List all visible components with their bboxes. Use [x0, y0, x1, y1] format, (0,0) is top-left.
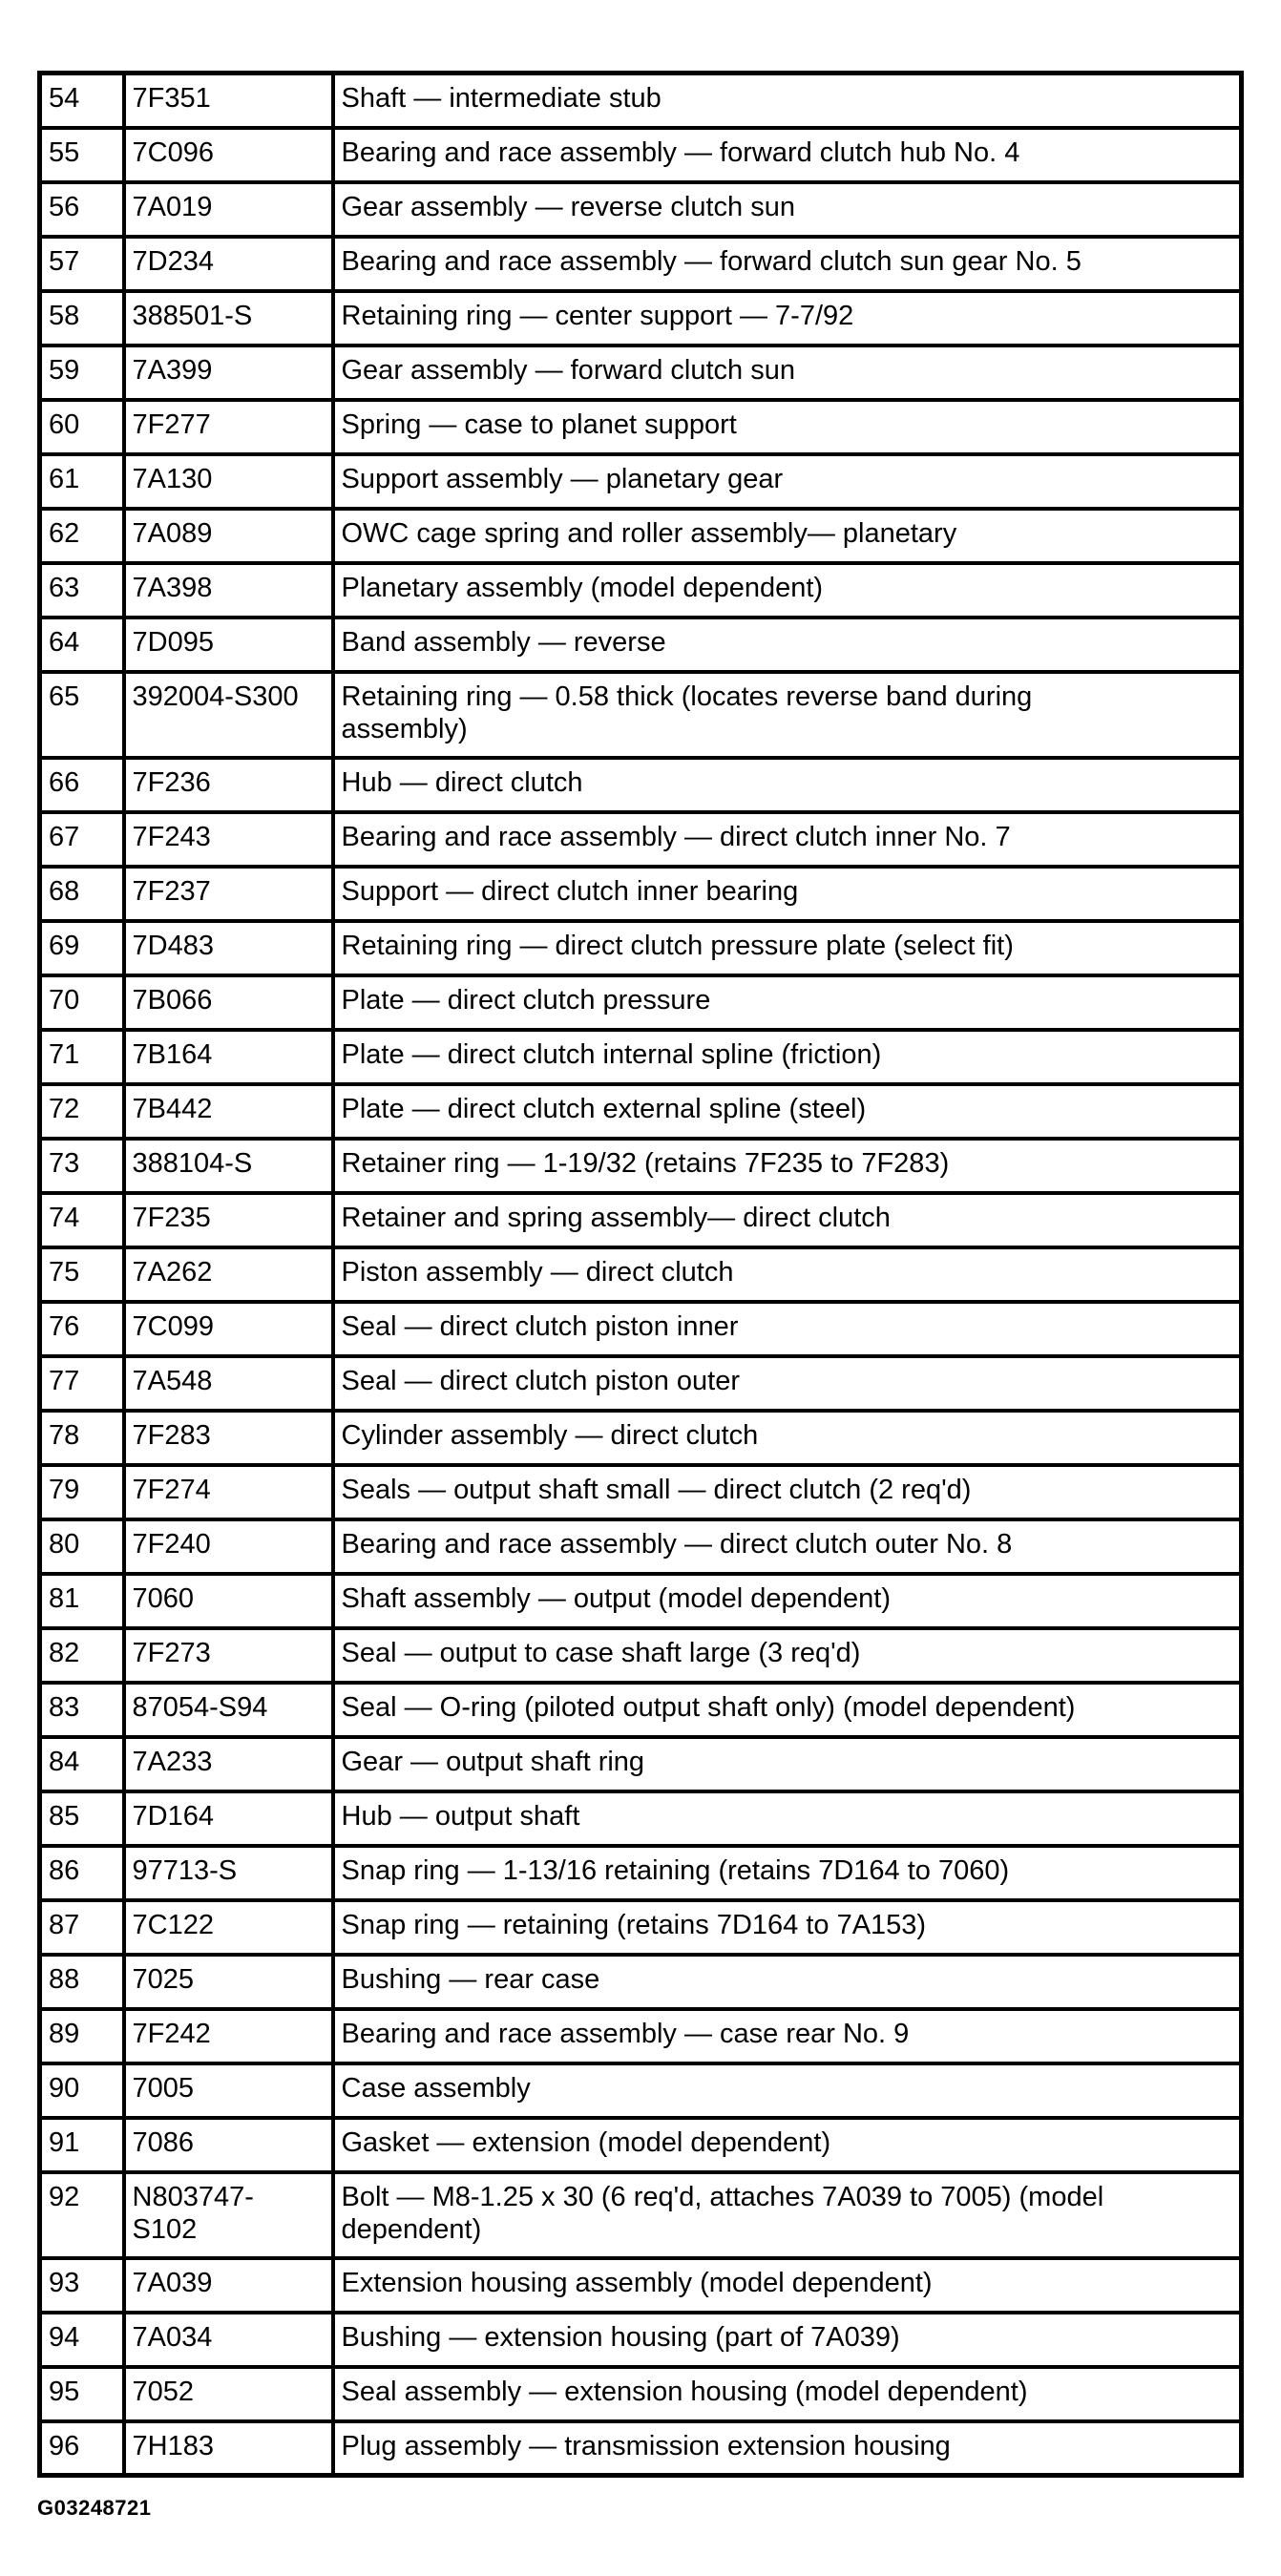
- item-number-cell: 70: [40, 975, 124, 1030]
- description-cell: Plug assembly — transmission extension housing: [333, 2421, 1242, 2476]
- part-number-cell: 7A089: [124, 509, 333, 563]
- item-number-cell: 80: [40, 1519, 124, 1574]
- item-number-cell: 84: [40, 1737, 124, 1791]
- figure-code: G03248721: [37, 2496, 152, 2520]
- table-row: [40, 1628, 1242, 1683]
- description-cell: Snap ring — 1-13/16 retaining (retains 7D164 to 7060): [333, 1846, 1242, 1900]
- description-cell: Case assembly: [333, 2063, 1242, 2118]
- part-number-cell: 7A398: [124, 563, 333, 618]
- item-number-cell: 60: [40, 400, 124, 454]
- item-number-cell: 59: [40, 346, 124, 400]
- table-row: [40, 1846, 1242, 1900]
- description-cell: Gear assembly — forward clutch sun: [333, 346, 1242, 400]
- item-number-cell: 66: [40, 758, 124, 812]
- part-number-cell: 7B066: [124, 975, 333, 1030]
- description-cell: Bushing — extension housing (part of 7A039): [333, 2313, 1242, 2367]
- table-row: [40, 1030, 1242, 1084]
- table-row: [40, 1791, 1242, 1846]
- part-number-cell: 7D164: [124, 1791, 333, 1846]
- table-row: [40, 2258, 1242, 2313]
- item-number-cell: 57: [40, 237, 124, 291]
- description-cell: Plate — direct clutch internal spline (friction): [333, 1030, 1242, 1084]
- part-number-cell: 7F240: [124, 1519, 333, 1574]
- description-cell: Gasket — extension (model dependent): [333, 2118, 1242, 2172]
- table-row: [40, 921, 1242, 975]
- description-cell: Retaining ring — 0.58 thick (locates reverse band during assembly): [333, 672, 1242, 758]
- table-row: [40, 2421, 1242, 2476]
- description-cell: Seal — output to case shaft large (3 req'd): [333, 1628, 1242, 1683]
- table-row: [40, 1683, 1242, 1737]
- table-row: [40, 1302, 1242, 1356]
- part-number-cell: 7F236: [124, 758, 333, 812]
- part-number-cell: 7A019: [124, 182, 333, 237]
- item-number-cell: 69: [40, 921, 124, 975]
- table-row: [40, 2313, 1242, 2367]
- table-row: [40, 1193, 1242, 1247]
- item-number-cell: 71: [40, 1030, 124, 1084]
- description-cell: Piston assembly — direct clutch: [333, 1247, 1242, 1302]
- table-row: [40, 2367, 1242, 2421]
- table-row: [40, 1955, 1242, 2009]
- description-cell: Bolt — M8-1.25 x 30 (6 req'd, attaches 7A039 to 7005) (model dependent): [333, 2172, 1242, 2258]
- item-number-cell: 72: [40, 1084, 124, 1139]
- part-number-cell: 7060: [124, 1574, 333, 1628]
- description-cell: Extension housing assembly (model dependent): [333, 2258, 1242, 2313]
- item-number-cell: 94: [40, 2313, 124, 2367]
- item-number-cell: 79: [40, 1465, 124, 1519]
- table-row: [40, 182, 1242, 237]
- description-cell: Retaining ring — direct clutch pressure plate (select fit): [333, 921, 1242, 975]
- table-row: [40, 563, 1242, 618]
- part-number-cell: N803747- S102: [124, 2172, 333, 2258]
- table-row: [40, 1465, 1242, 1519]
- item-number-cell: 61: [40, 454, 124, 509]
- item-number-cell: 65: [40, 672, 124, 758]
- description-cell: Retainer ring — 1-19/32 (retains 7F235 to 7F283): [333, 1139, 1242, 1193]
- description-cell: Seal — direct clutch piston outer: [333, 1356, 1242, 1411]
- item-number-cell: 74: [40, 1193, 124, 1247]
- table-row: [40, 454, 1242, 509]
- part-number-cell: 388104-S: [124, 1139, 333, 1193]
- table-row: [40, 400, 1242, 454]
- part-number-cell: 7F243: [124, 812, 333, 867]
- table-row: [40, 672, 1242, 758]
- part-number-cell: 7025: [124, 1955, 333, 2009]
- item-number-cell: 89: [40, 2009, 124, 2063]
- description-cell: Seals — output shaft small — direct clutch (2 req'd): [333, 1465, 1242, 1519]
- description-cell: Plate — direct clutch external spline (steel): [333, 1084, 1242, 1139]
- part-number-cell: 7F277: [124, 400, 333, 454]
- part-number-cell: 7F235: [124, 1193, 333, 1247]
- description-cell: OWC cage spring and roller assembly— planetary: [333, 509, 1242, 563]
- item-number-cell: 86: [40, 1846, 124, 1900]
- table-row: [40, 73, 1242, 128]
- part-number-cell: 7086: [124, 2118, 333, 2172]
- item-number-cell: 90: [40, 2063, 124, 2118]
- part-number-cell: 7005: [124, 2063, 333, 2118]
- parts-table-body: [40, 73, 1242, 2476]
- item-number-cell: 95: [40, 2367, 124, 2421]
- table-row: [40, 1139, 1242, 1193]
- item-number-cell: 91: [40, 2118, 124, 2172]
- item-number-cell: 92: [40, 2172, 124, 2258]
- description-cell: Bushing — rear case: [333, 1955, 1242, 2009]
- item-number-cell: 64: [40, 618, 124, 672]
- item-number-cell: 75: [40, 1247, 124, 1302]
- item-number-cell: 63: [40, 563, 124, 618]
- table-row: [40, 618, 1242, 672]
- part-number-cell: 7F351: [124, 73, 333, 128]
- item-number-cell: 62: [40, 509, 124, 563]
- table-row: [40, 758, 1242, 812]
- description-cell: Hub — output shaft: [333, 1791, 1242, 1846]
- part-number-cell: 388501-S: [124, 291, 333, 346]
- description-cell: Snap ring — retaining (retains 7D164 to 7A153): [333, 1900, 1242, 1955]
- item-number-cell: 78: [40, 1411, 124, 1465]
- description-cell: Band assembly — reverse: [333, 618, 1242, 672]
- item-number-cell: 56: [40, 182, 124, 237]
- table-row: [40, 2063, 1242, 2118]
- part-number-cell: 7A233: [124, 1737, 333, 1791]
- item-number-cell: 93: [40, 2258, 124, 2313]
- part-number-cell: 7A034: [124, 2313, 333, 2367]
- part-number-cell: 7D234: [124, 237, 333, 291]
- table-row: [40, 1900, 1242, 1955]
- part-number-cell: 7B164: [124, 1030, 333, 1084]
- description-cell: Bearing and race assembly — forward clutch sun gear No. 5: [333, 237, 1242, 291]
- table-row: [40, 1574, 1242, 1628]
- description-cell: Support assembly — planetary gear: [333, 454, 1242, 509]
- table-row: [40, 1084, 1242, 1139]
- parts-table: [37, 71, 1244, 2478]
- item-number-cell: 87: [40, 1900, 124, 1955]
- part-number-cell: 7A262: [124, 1247, 333, 1302]
- item-number-cell: 58: [40, 291, 124, 346]
- part-number-cell: 7F242: [124, 2009, 333, 2063]
- description-cell: Plate — direct clutch pressure: [333, 975, 1242, 1030]
- part-number-cell: 7F273: [124, 1628, 333, 1683]
- part-number-cell: 7D483: [124, 921, 333, 975]
- table-row: [40, 237, 1242, 291]
- item-number-cell: 81: [40, 1574, 124, 1628]
- description-cell: Shaft — intermediate stub: [333, 73, 1242, 128]
- item-number-cell: 83: [40, 1683, 124, 1737]
- description-cell: Retaining ring — center support — 7-7/92: [333, 291, 1242, 346]
- item-number-cell: 88: [40, 1955, 124, 2009]
- description-cell: Seal assembly — extension housing (model dependent): [333, 2367, 1242, 2421]
- part-number-cell: 7F274: [124, 1465, 333, 1519]
- item-number-cell: 67: [40, 812, 124, 867]
- description-cell: Planetary assembly (model dependent): [333, 563, 1242, 618]
- part-number-cell: 7A130: [124, 454, 333, 509]
- item-number-cell: 76: [40, 1302, 124, 1356]
- part-number-cell: 7D095: [124, 618, 333, 672]
- part-number-cell: 7F283: [124, 1411, 333, 1465]
- table-row: [40, 2118, 1242, 2172]
- part-number-cell: 7A548: [124, 1356, 333, 1411]
- description-cell: Bearing and race assembly — direct clutch outer No. 8: [333, 1519, 1242, 1574]
- description-cell: Bearing and race assembly — case rear No. 9: [333, 2009, 1242, 2063]
- table-row: [40, 1411, 1242, 1465]
- description-cell: Gear — output shaft ring: [333, 1737, 1242, 1791]
- description-cell: Spring — case to planet support: [333, 400, 1242, 454]
- item-number-cell: 96: [40, 2421, 124, 2476]
- description-cell: Bearing and race assembly — forward clutch hub No. 4: [333, 128, 1242, 182]
- item-number-cell: 54: [40, 73, 124, 128]
- part-number-cell: 7052: [124, 2367, 333, 2421]
- part-number-cell: 97713-S: [124, 1846, 333, 1900]
- description-cell: Retainer and spring assembly— direct clutch: [333, 1193, 1242, 1247]
- item-number-cell: 68: [40, 867, 124, 921]
- table-row: [40, 2009, 1242, 2063]
- table-row: [40, 1247, 1242, 1302]
- table-row: [40, 346, 1242, 400]
- description-cell: Bearing and race assembly — direct clutch inner No. 7: [333, 812, 1242, 867]
- table-row: [40, 128, 1242, 182]
- description-cell: Seal — O-ring (piloted output shaft only) (model dependent): [333, 1683, 1242, 1737]
- part-number-cell: 7C122: [124, 1900, 333, 1955]
- table-row: [40, 975, 1242, 1030]
- description-cell: Shaft assembly — output (model dependent): [333, 1574, 1242, 1628]
- item-number-cell: 55: [40, 128, 124, 182]
- item-number-cell: 77: [40, 1356, 124, 1411]
- part-number-cell: 7C096: [124, 128, 333, 182]
- part-number-cell: 7C099: [124, 1302, 333, 1356]
- table-row: [40, 1737, 1242, 1791]
- table-row: [40, 291, 1242, 346]
- item-number-cell: 85: [40, 1791, 124, 1846]
- description-cell: Seal — direct clutch piston inner: [333, 1302, 1242, 1356]
- part-number-cell: 392004-S300: [124, 672, 333, 758]
- table-row: [40, 1356, 1242, 1411]
- table-row: [40, 867, 1242, 921]
- part-number-cell: 7B442: [124, 1084, 333, 1139]
- item-number-cell: 73: [40, 1139, 124, 1193]
- part-number-cell: 7A039: [124, 2258, 333, 2313]
- table-row: [40, 2172, 1242, 2258]
- part-number-cell: 7F237: [124, 867, 333, 921]
- part-number-cell: 7H183: [124, 2421, 333, 2476]
- table-row: [40, 1519, 1242, 1574]
- description-cell: Hub — direct clutch: [333, 758, 1242, 812]
- description-cell: Gear assembly — reverse clutch sun: [333, 182, 1242, 237]
- table-row: [40, 812, 1242, 867]
- item-number-cell: 82: [40, 1628, 124, 1683]
- part-number-cell: 87054-S94: [124, 1683, 333, 1737]
- description-cell: Support — direct clutch inner bearing: [333, 867, 1242, 921]
- part-number-cell: 7A399: [124, 346, 333, 400]
- description-cell: Cylinder assembly — direct clutch: [333, 1411, 1242, 1465]
- table-row: [40, 509, 1242, 563]
